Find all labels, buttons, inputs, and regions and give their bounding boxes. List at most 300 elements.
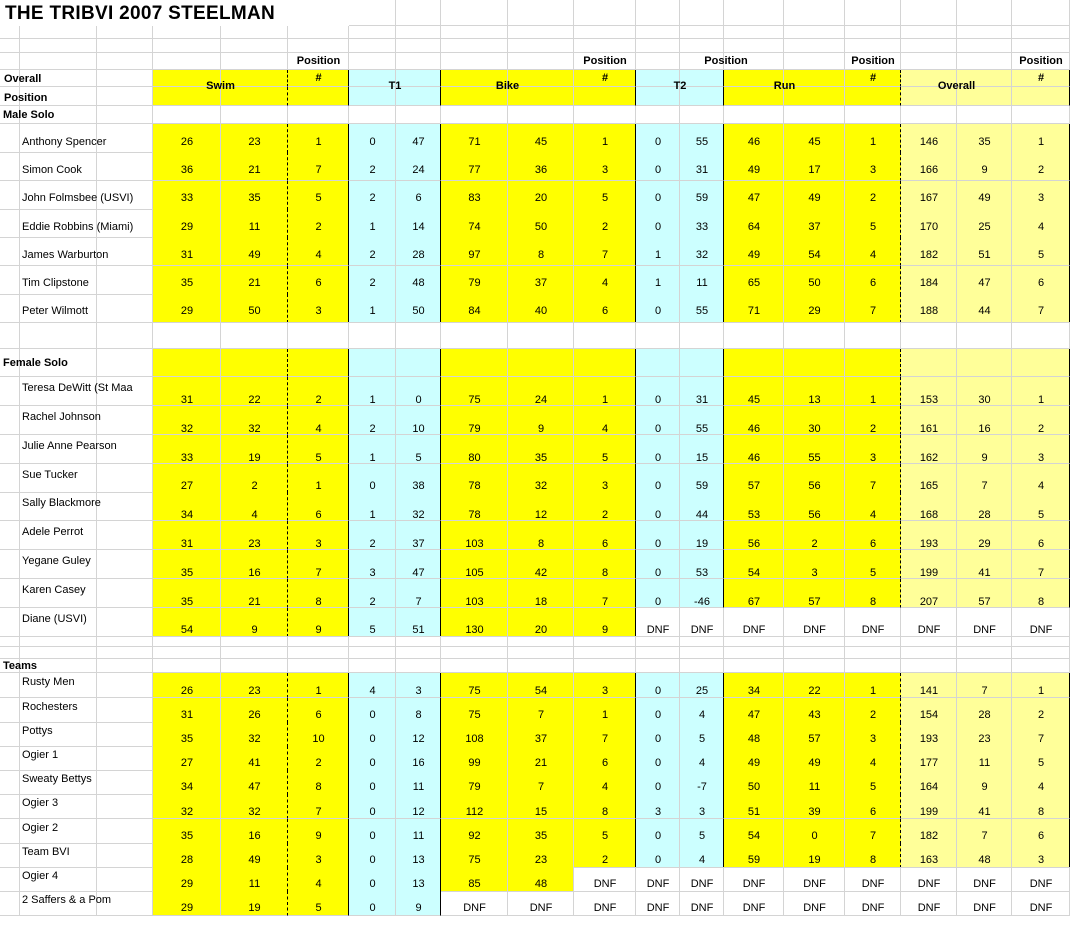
result-value: 29 xyxy=(180,902,194,915)
grid-cell[interactable] xyxy=(680,0,724,26)
grid-cell[interactable] xyxy=(0,636,20,647)
grid-cell[interactable] xyxy=(1012,0,1070,26)
result-value: DNF xyxy=(593,878,617,891)
grid-cell[interactable] xyxy=(20,53,97,70)
grid-cell[interactable] xyxy=(845,0,901,26)
grid-cell[interactable] xyxy=(20,647,97,659)
grid-cell[interactable] xyxy=(288,659,349,673)
grid-cell[interactable] xyxy=(0,152,20,181)
grid-cell[interactable] xyxy=(153,659,221,673)
grid-cell[interactable] xyxy=(221,647,288,659)
grid-cell[interactable] xyxy=(0,746,20,771)
result-value: 1 xyxy=(315,135,322,148)
result-value: 47 xyxy=(412,135,425,148)
result-value: 43 xyxy=(808,708,821,721)
grid-cell[interactable] xyxy=(957,636,1012,647)
grid-cell[interactable] xyxy=(1012,636,1070,647)
grid-cell[interactable] xyxy=(288,106,349,124)
result-value: 4 xyxy=(869,509,877,522)
result-value: 2 xyxy=(811,537,818,550)
grid-cell[interactable] xyxy=(0,237,20,266)
grid-cell[interactable] xyxy=(680,322,724,349)
grid-cell[interactable] xyxy=(845,26,901,39)
grid-cell[interactable] xyxy=(0,891,20,916)
grid-cell[interactable] xyxy=(0,722,20,747)
result-value: 31 xyxy=(695,393,709,406)
grid-cell[interactable] xyxy=(288,636,349,647)
result-value: 5 xyxy=(1037,757,1045,770)
grid-cell[interactable] xyxy=(0,843,20,868)
grid-cell[interactable] xyxy=(441,53,508,70)
grid-cell[interactable] xyxy=(0,794,20,819)
result-value: 9 xyxy=(315,624,322,637)
grid-cell[interactable] xyxy=(784,106,845,124)
sheet-title: THE TRIBVI 2007 STEELMAN xyxy=(5,3,276,24)
grid-cell[interactable] xyxy=(97,322,153,349)
result-value: 7 xyxy=(869,480,877,493)
grid-cell[interactable] xyxy=(349,322,396,349)
result-value: 19 xyxy=(248,902,261,915)
result-value: 50 xyxy=(248,305,261,318)
grid-cell[interactable] xyxy=(508,322,574,349)
grid-cell[interactable] xyxy=(349,636,396,647)
result-value: 1 xyxy=(869,684,877,697)
grid-cell[interactable] xyxy=(396,322,441,349)
grid-cell[interactable] xyxy=(97,39,153,53)
grid-cell[interactable] xyxy=(574,322,636,349)
result-value: 21 xyxy=(248,595,261,608)
grid-cell[interactable] xyxy=(153,636,221,647)
result-value: 5 xyxy=(869,781,877,794)
grid-cell[interactable] xyxy=(1012,26,1070,39)
result-value: 32 xyxy=(412,509,425,522)
grid-cell[interactable] xyxy=(288,647,349,659)
grid-cell[interactable] xyxy=(221,39,288,53)
result-value: 0 xyxy=(654,422,662,435)
grid-cell[interactable] xyxy=(784,53,845,70)
grid-cell[interactable] xyxy=(1012,87,1070,106)
competitor-name: Rusty Men xyxy=(22,676,75,689)
grid-cell[interactable] xyxy=(0,550,20,579)
grid-cell[interactable] xyxy=(680,647,724,659)
result-value: 8 xyxy=(415,708,422,721)
grid-cell[interactable] xyxy=(396,647,441,659)
grid-cell[interactable] xyxy=(97,53,153,70)
grid-cell[interactable] xyxy=(724,636,784,647)
grid-cell[interactable] xyxy=(0,492,20,521)
grid-cell[interactable] xyxy=(396,26,441,39)
grid-cell[interactable] xyxy=(288,322,349,349)
grid-cell[interactable] xyxy=(574,0,636,26)
grid-cell[interactable] xyxy=(574,659,636,673)
grid-cell[interactable] xyxy=(153,647,221,659)
grid-cell[interactable] xyxy=(0,464,20,493)
grid-cell[interactable] xyxy=(97,70,153,87)
grid-cell[interactable] xyxy=(97,636,153,647)
grid-cell[interactable] xyxy=(574,106,636,124)
result-value: 153 xyxy=(919,393,939,406)
grid-cell[interactable] xyxy=(784,349,845,377)
grid-cell[interactable] xyxy=(636,53,680,70)
grid-cell[interactable] xyxy=(0,377,20,406)
result-value: 24 xyxy=(412,163,425,176)
result-value: 4 xyxy=(601,781,609,794)
result-value: 3 xyxy=(415,684,422,697)
result-value: 9 xyxy=(981,781,988,794)
grid-cell[interactable] xyxy=(680,106,724,124)
grid-cell[interactable] xyxy=(957,53,1012,70)
result-value: 165 xyxy=(919,480,939,493)
grid-cell[interactable] xyxy=(288,39,349,53)
result-value: 0 xyxy=(654,781,662,794)
grid-cell[interactable] xyxy=(784,647,845,659)
grid-cell[interactable] xyxy=(508,647,574,659)
grid-cell[interactable] xyxy=(0,608,20,637)
grid-cell[interactable] xyxy=(845,647,901,659)
result-value: 35 xyxy=(978,135,991,148)
grid-cell[interactable] xyxy=(221,53,288,70)
result-value: 2 xyxy=(601,853,609,866)
grid-cell[interactable] xyxy=(845,659,901,673)
grid-cell[interactable] xyxy=(441,322,508,349)
result-value: 3 xyxy=(1037,451,1045,464)
result-value: 50 xyxy=(747,781,761,794)
grid-cell[interactable] xyxy=(636,636,680,647)
grid-cell[interactable] xyxy=(636,0,680,26)
grid-cell[interactable] xyxy=(508,349,574,377)
grid-cell[interactable] xyxy=(508,659,574,673)
grid-cell[interactable] xyxy=(724,659,784,673)
grid-cell[interactable] xyxy=(441,349,508,377)
result-value: 50 xyxy=(808,277,821,290)
result-value: DNF xyxy=(646,902,670,915)
grid-cell[interactable] xyxy=(0,26,20,39)
result-value: 1 xyxy=(1037,684,1045,697)
grid-cell[interactable] xyxy=(901,53,957,70)
grid-cell[interactable] xyxy=(1012,106,1070,124)
grid-cell[interactable] xyxy=(0,698,20,723)
grid-cell[interactable] xyxy=(957,322,1012,349)
result-value: DNF xyxy=(861,902,885,915)
result-value: 130 xyxy=(465,624,484,637)
grid-cell[interactable] xyxy=(97,647,153,659)
grid-cell[interactable] xyxy=(845,39,901,53)
grid-cell[interactable] xyxy=(636,106,680,124)
grid-cell[interactable] xyxy=(0,406,20,435)
grid-cell[interactable] xyxy=(680,39,724,53)
result-value: 5 xyxy=(369,624,376,637)
result-value: DNF xyxy=(803,624,826,637)
result-value: 3 xyxy=(869,451,877,464)
result-value: 15 xyxy=(534,805,548,818)
grid-cell[interactable] xyxy=(784,0,845,26)
competitor-name: Adele Perrot xyxy=(22,526,84,539)
grid-cell[interactable] xyxy=(0,770,20,795)
grid-cell[interactable] xyxy=(349,106,396,124)
grid-cell[interactable] xyxy=(288,349,349,377)
grid-cell[interactable] xyxy=(0,209,20,238)
grid-cell[interactable] xyxy=(0,322,20,349)
grid-cell[interactable] xyxy=(20,322,97,349)
grid-cell[interactable] xyxy=(784,26,845,39)
result-value: 0 xyxy=(654,393,662,406)
grid-cell[interactable] xyxy=(636,647,680,659)
grid-cell[interactable] xyxy=(901,349,957,377)
result-value: 112 xyxy=(465,805,484,818)
grid-cell[interactable] xyxy=(636,26,680,39)
grid-cell[interactable] xyxy=(396,636,441,647)
grid-cell[interactable] xyxy=(153,39,221,53)
result-value: DNF xyxy=(917,624,941,637)
result-value: 31 xyxy=(180,708,194,721)
result-value: 47 xyxy=(248,781,261,794)
grid-cell[interactable] xyxy=(845,87,901,106)
grid-cell[interactable] xyxy=(97,659,153,673)
grid-cell[interactable] xyxy=(20,636,97,647)
grid-cell[interactable] xyxy=(680,349,724,377)
grid-cell[interactable] xyxy=(441,647,508,659)
grid-cell[interactable] xyxy=(845,349,901,377)
competitor-name: Sally Blackmore xyxy=(22,497,101,510)
grid-cell[interactable] xyxy=(636,322,680,349)
grid-cell[interactable] xyxy=(901,659,957,673)
grid-cell[interactable] xyxy=(0,39,20,53)
grid-cell[interactable] xyxy=(20,39,97,53)
grid-cell[interactable] xyxy=(845,322,901,349)
result-value: DNF xyxy=(690,624,714,637)
result-value: 38 xyxy=(412,480,425,493)
grid-cell[interactable] xyxy=(349,659,396,673)
result-value: 166 xyxy=(919,163,939,176)
result-value: 1 xyxy=(654,248,662,261)
grid-cell[interactable] xyxy=(20,26,97,39)
grid-cell[interactable] xyxy=(221,106,288,124)
result-value: 50 xyxy=(534,220,548,233)
grid-cell[interactable] xyxy=(724,26,784,39)
grid-cell[interactable] xyxy=(1012,39,1070,53)
grid-cell[interactable] xyxy=(0,647,20,659)
grid-cell[interactable] xyxy=(784,322,845,349)
grid-cell[interactable] xyxy=(901,636,957,647)
grid-cell[interactable] xyxy=(508,0,574,26)
grid-cell[interactable] xyxy=(441,0,508,26)
result-value: 9 xyxy=(415,902,422,915)
result-value: 54 xyxy=(747,829,761,842)
grid-cell[interactable] xyxy=(845,106,901,124)
competitor-name: Team BVI xyxy=(22,845,70,858)
grid-cell[interactable] xyxy=(221,349,288,377)
grid-cell[interactable] xyxy=(221,322,288,349)
result-value: 4 xyxy=(315,878,322,891)
grid-cell[interactable] xyxy=(636,349,680,377)
grid-cell[interactable] xyxy=(636,39,680,53)
grid-cell[interactable] xyxy=(0,294,20,323)
grid-cell[interactable] xyxy=(901,106,957,124)
grid-cell[interactable] xyxy=(724,39,784,53)
grid-cell[interactable] xyxy=(901,0,957,26)
grid-cell[interactable] xyxy=(901,39,957,53)
grid-cell[interactable] xyxy=(0,124,20,153)
grid-cell[interactable] xyxy=(957,26,1012,39)
grid-cell[interactable] xyxy=(0,521,20,550)
competitor-name: Sue Tucker xyxy=(22,468,78,481)
grid-cell[interactable] xyxy=(349,647,396,659)
grid-cell[interactable] xyxy=(153,322,221,349)
grid-cell[interactable] xyxy=(574,349,636,377)
grid-cell[interactable] xyxy=(153,106,221,124)
grid-cell[interactable] xyxy=(396,659,441,673)
grid-cell[interactable] xyxy=(153,53,221,70)
grid-cell[interactable] xyxy=(957,647,1012,659)
result-value: 0 xyxy=(654,732,662,745)
grid-cell[interactable] xyxy=(845,636,901,647)
result-value: 3 xyxy=(1037,192,1045,205)
grid-cell[interactable] xyxy=(508,39,574,53)
result-value: 8 xyxy=(537,248,545,261)
grid-cell[interactable] xyxy=(0,819,20,844)
result-value: 27 xyxy=(180,480,194,493)
result-value: 29 xyxy=(978,537,991,550)
grid-cell[interactable] xyxy=(680,659,724,673)
grid-cell[interactable] xyxy=(0,181,20,210)
grid-cell[interactable] xyxy=(724,349,784,377)
grid-cell[interactable] xyxy=(0,266,20,295)
grid-cell[interactable] xyxy=(349,39,396,53)
result-value: 3 xyxy=(601,163,609,176)
grid-cell[interactable] xyxy=(957,106,1012,124)
grid-cell[interactable] xyxy=(97,106,153,124)
grid-cell[interactable] xyxy=(0,673,20,698)
result-value: 45 xyxy=(808,135,821,148)
grid-cell[interactable] xyxy=(784,39,845,53)
result-value: 8 xyxy=(869,853,877,866)
result-value: 0 xyxy=(369,829,376,842)
grid-cell[interactable] xyxy=(724,0,784,26)
result-value: 13 xyxy=(808,393,821,406)
grid-cell[interactable] xyxy=(396,39,441,53)
result-value: 4 xyxy=(1037,220,1045,233)
grid-cell[interactable] xyxy=(636,659,680,673)
grid-cell[interactable] xyxy=(724,647,784,659)
result-value: 0 xyxy=(654,480,662,493)
grid-cell[interactable] xyxy=(221,636,288,647)
grid-cell[interactable] xyxy=(396,53,441,70)
grid-cell[interactable] xyxy=(441,659,508,673)
grid-cell[interactable] xyxy=(574,647,636,659)
result-value: 3 xyxy=(654,805,662,818)
grid-cell[interactable] xyxy=(574,87,636,106)
grid-cell[interactable] xyxy=(957,349,1012,377)
grid-cell[interactable] xyxy=(97,349,153,377)
result-value: 32 xyxy=(695,248,709,261)
grid-cell[interactable] xyxy=(574,636,636,647)
grid-cell[interactable] xyxy=(724,322,784,349)
grid-cell[interactable] xyxy=(508,53,574,70)
grid-cell[interactable] xyxy=(574,26,636,39)
grid-cell[interactable] xyxy=(396,106,441,124)
result-value: DNF xyxy=(742,902,766,915)
result-value: 35 xyxy=(180,595,194,608)
grid-cell[interactable] xyxy=(288,87,349,106)
grid-cell[interactable] xyxy=(396,0,441,26)
grid-cell[interactable] xyxy=(901,647,957,659)
grid-cell[interactable] xyxy=(441,636,508,647)
grid-cell[interactable] xyxy=(349,53,396,70)
grid-cell[interactable] xyxy=(349,349,396,377)
grid-cell[interactable] xyxy=(901,26,957,39)
result-value: 103 xyxy=(465,595,484,608)
result-value: 8 xyxy=(869,595,877,608)
result-value: 1 xyxy=(1037,135,1045,148)
grid-cell[interactable] xyxy=(221,659,288,673)
grid-cell[interactable] xyxy=(153,26,221,39)
grid-cell[interactable] xyxy=(0,435,20,464)
result-value: 7 xyxy=(601,595,609,608)
result-value: 1 xyxy=(601,393,609,406)
grid-cell[interactable] xyxy=(288,26,349,39)
grid-cell[interactable] xyxy=(508,106,574,124)
grid-cell[interactable] xyxy=(441,106,508,124)
grid-cell[interactable] xyxy=(1012,647,1070,659)
result-value: 0 xyxy=(654,537,662,550)
grid-cell[interactable] xyxy=(153,349,221,377)
result-value: 49 xyxy=(248,248,261,261)
grid-cell[interactable] xyxy=(1012,659,1070,673)
result-value: 5 xyxy=(1037,248,1045,261)
grid-cell[interactable] xyxy=(441,26,508,39)
grid-cell[interactable] xyxy=(724,106,784,124)
grid-cell[interactable] xyxy=(221,26,288,39)
grid-cell[interactable] xyxy=(680,26,724,39)
grid-cell[interactable] xyxy=(957,39,1012,53)
grid-cell[interactable] xyxy=(1012,322,1070,349)
grid-cell[interactable] xyxy=(349,26,396,39)
grid-cell[interactable] xyxy=(784,659,845,673)
grid-cell[interactable] xyxy=(508,636,574,647)
grid-cell[interactable] xyxy=(784,636,845,647)
grid-cell[interactable] xyxy=(1012,349,1070,377)
grid-cell[interactable] xyxy=(680,636,724,647)
result-value: 199 xyxy=(919,566,939,579)
competitor-name: Yegane Guley xyxy=(22,554,91,567)
grid-cell[interactable] xyxy=(0,53,20,70)
grid-cell[interactable] xyxy=(441,39,508,53)
result-value: 7 xyxy=(601,248,609,261)
grid-cell[interactable] xyxy=(901,322,957,349)
result-value: 20 xyxy=(534,192,548,205)
grid-cell[interactable] xyxy=(349,0,396,26)
grid-cell[interactable] xyxy=(97,87,153,106)
grid-cell[interactable] xyxy=(0,579,20,608)
grid-cell[interactable] xyxy=(396,349,441,377)
result-value: 5 xyxy=(698,732,706,745)
result-value: 7 xyxy=(869,305,877,318)
result-value: 10 xyxy=(412,422,425,435)
result-value: 32 xyxy=(248,422,261,435)
grid-cell[interactable] xyxy=(508,26,574,39)
grid-cell[interactable] xyxy=(0,867,20,892)
grid-cell[interactable] xyxy=(957,659,1012,673)
grid-cell[interactable] xyxy=(97,26,153,39)
result-value: 177 xyxy=(919,757,939,770)
position-header: Position xyxy=(1019,55,1063,67)
result-value: 25 xyxy=(695,684,709,697)
grid-cell[interactable] xyxy=(574,39,636,53)
result-value: 0 xyxy=(369,480,376,493)
grid-cell[interactable] xyxy=(957,0,1012,26)
result-value: 6 xyxy=(601,305,609,318)
result-value: 29 xyxy=(180,878,194,891)
